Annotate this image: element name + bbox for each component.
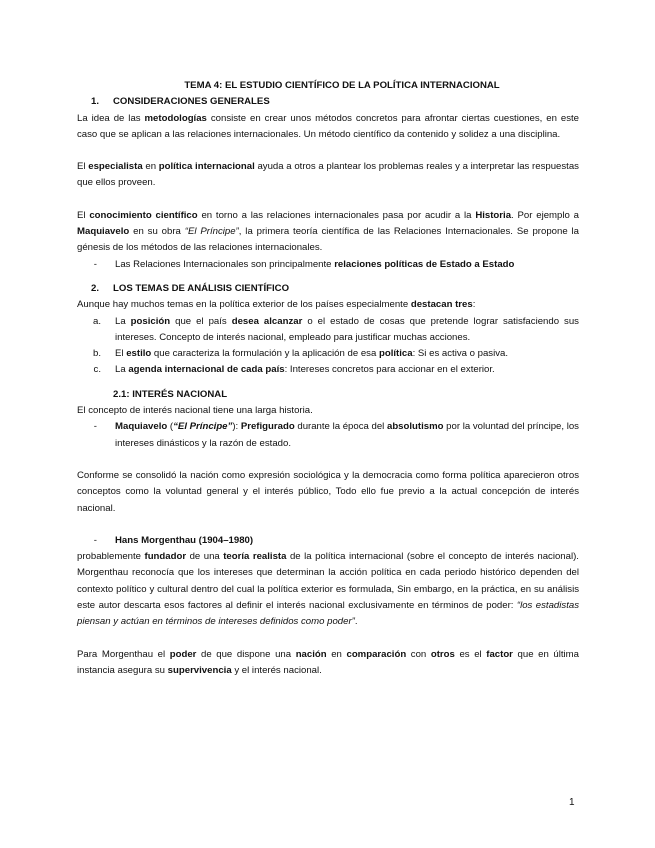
paragraph-poder: Para Morgenthau el poder de que dispone una nación en comparación con otros es el factor que en última instancia asegura su supervivencia y el interés nacional. bbox=[77, 648, 579, 676]
document-title: TEMA 4: EL ESTUDIO CIENTÍFICO DE LA POLÍTICA INTERNACIONAL bbox=[184, 80, 500, 91]
paragraph-morgenthau: probablemente fundador de una teoría realista de la política internacional (sobre el concepto de interés nacional). Morgenthau reconocía que los intereses que determinan la acción política en cada periodo histórico dependen del contexto político y cultural dentro del cual la política exterior es formulada, Sin embargo, en la práctica, en su análisis este autor descarta esos factores al definir el interés nacional exclusivamente en términos de poder: “los estadistas piensan y actúan en términos de intereses definidos como poder”. bbox=[77, 551, 579, 628]
bullet-marker: - bbox=[93, 421, 97, 433]
section-heading-2 bbox=[77, 281, 579, 297]
list-marker: c. bbox=[93, 364, 101, 376]
paragraph-temas: Aunque hay muchos temas en la política exterior de los países especialmente destacan tres: bbox=[77, 299, 476, 311]
section-number: 2. bbox=[90, 282, 99, 294]
section-heading-1 bbox=[77, 94, 579, 110]
list-marker: b. bbox=[92, 348, 101, 360]
list-item: - Hans Morgenthau (1904–1980) bbox=[77, 533, 579, 549]
paragraph-concepto: El concepto de interés nacional tiene una larga historia. bbox=[77, 405, 313, 417]
bullet-marker: - bbox=[93, 258, 97, 270]
document-body bbox=[77, 78, 579, 679]
section-title: : INTERÉS NACIONAL bbox=[126, 388, 228, 400]
list-item: a. La posición que el país desea alcanzar o el estado de cosas que pretende lograr satisfaciendo sus intereses. Concepto de interés nacional, empleado para justificar muchas acciones. bbox=[77, 314, 579, 347]
section-number: 1. bbox=[90, 96, 99, 108]
bullet-marker: - bbox=[93, 534, 97, 546]
list-item: b. El estilo que caracteriza la formulación y la aplicación de esa política: Si es activa o pasiva. bbox=[77, 346, 579, 362]
section-heading-2-1 bbox=[77, 387, 579, 403]
section-title: CONSIDERACIONES GENERALES bbox=[113, 96, 270, 108]
list-item: c. La agenda internacional de cada país: Intereses concretos para accionar en el exterior. bbox=[77, 362, 579, 378]
paragraph-metodologias: La idea de las metodologías consiste en crear unos métodos concretos para afrontar ciertas cuestiones, en este caso que se aplican a las relaciones internacionales. Un método científico da contenido y solidez a una disciplina. bbox=[77, 112, 580, 140]
list-marker: a. bbox=[92, 315, 101, 327]
paragraph-conocimiento: El conocimiento científico en torno a las relaciones internacionales pasa por acudir a la Historia. Por ejemplo a Maquiavelo en su obra “El Príncipe”, la primera teoría científica de las Relaciones Internacionales. Se propone la génesis de los métodos de las relaciones internacionales. bbox=[77, 209, 580, 254]
page-number: 1 bbox=[569, 797, 575, 808]
paragraph-especialista: El especialista en política internacional ayuda a otros a plantear los problemas reales y a interpretar las respuestas que ellos proveen. bbox=[77, 161, 579, 189]
list-item: - Maquiavelo (“El Príncipe”): Prefigurado durante la época del absolutismo por la voluntad del príncipe, los intereses dinásticos y la razón de estado. bbox=[77, 419, 579, 452]
list-item: - Las Relaciones Internacionales son principalmente relaciones políticas de Estado a Estado bbox=[77, 257, 579, 273]
paragraph-nacion: Conforme se consolidó la nación como expresión sociológica y la democracia como forma política aparecieron otros conceptos como la voluntad general y el interés público, Todo ello fue previo a la actual concepción de interés nacional. bbox=[77, 469, 579, 514]
section-title: LOS TEMAS DE ANÁLISIS CIENTÍFICO bbox=[113, 282, 290, 294]
section-number: 2.1 bbox=[113, 388, 127, 400]
